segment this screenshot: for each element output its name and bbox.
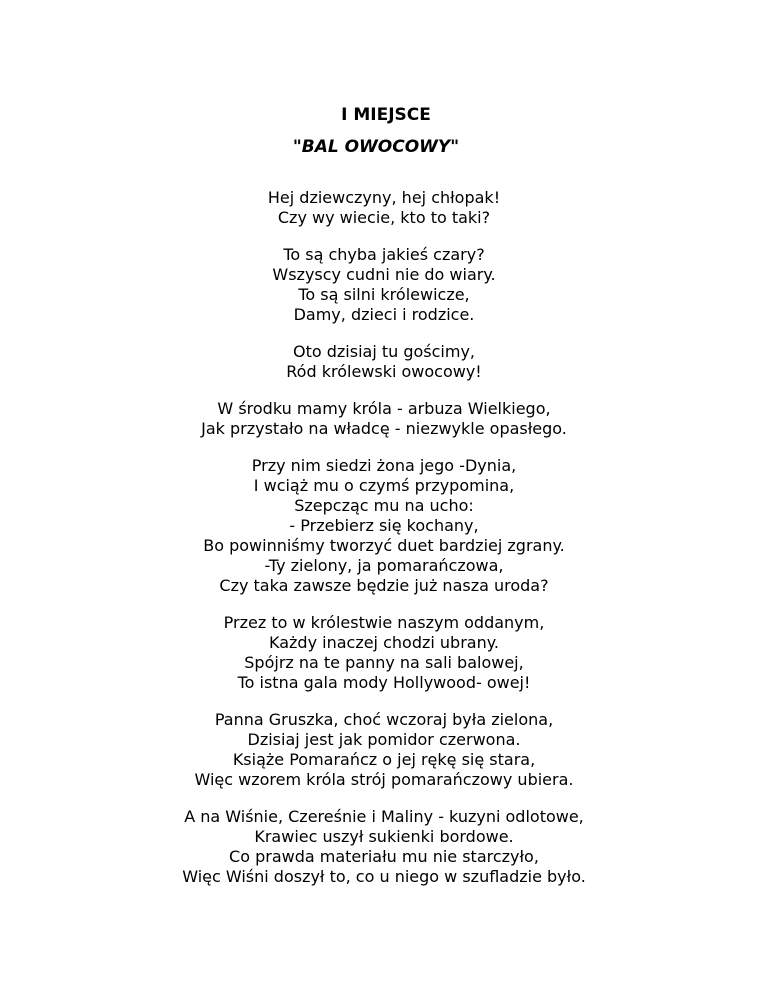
- poem-line: Czy taka zawsze będzie już nasza uroda?: [219, 576, 549, 595]
- poem-line: Panna Gruszka, choć wczoraj była zielona,: [214, 710, 554, 729]
- poem-line: Spójrz na te panny na sali balowej,: [244, 653, 524, 672]
- page-title: I MIEJSCE: [341, 105, 431, 125]
- poem-line: Czy wy wiecie, kto to taki?: [277, 208, 491, 227]
- poem-line: Ród królewski owocowy!: [286, 362, 482, 381]
- poem-line: Hej dziewczyny, hej chłopak!: [267, 188, 501, 207]
- poem-stanza: [0, 710, 768, 790]
- poem-line: A na Wiśnie, Czereśnie i Maliny - kuzyni odlotowe,: [184, 807, 584, 826]
- poem-line: - Przebierz się kochany,: [289, 516, 479, 535]
- poem-line: Krawiec uszył sukienki bordowe.: [254, 827, 514, 846]
- poem-line: To są silni królewicze,: [298, 285, 470, 304]
- poem-line: Jak przystało na władcę - niezwykle opasłego.: [201, 419, 567, 438]
- poem-line: Co prawda materiału mu nie starczyło,: [229, 847, 539, 866]
- poem-title: "BAL OWOCOWY": [292, 137, 460, 157]
- poem-line: Książe Pomarańcz o jej rękę się stara,: [232, 750, 536, 769]
- poem-line: Wszyscy cudni nie do wiary.: [272, 265, 496, 284]
- poem-line: I wciąż mu o czymś przypomina,: [253, 476, 515, 495]
- poem-line: Oto dzisiaj tu gościmy,: [292, 342, 476, 361]
- poem-stanza: [0, 807, 768, 887]
- poem-stanza: [0, 456, 768, 596]
- poem-stanza: [0, 342, 768, 382]
- poem-body: [0, 188, 768, 904]
- poem-line: Szepcząc mu na ucho:: [294, 496, 474, 515]
- poem-line: Więc Wiśni doszył to, co u niego w szufladzie było.: [182, 867, 586, 886]
- poem-line: Więc wzorem króla strój pomarańczowy ubiera.: [194, 770, 574, 789]
- poem-line: Dzisiaj jest jak pomidor czerwona.: [247, 730, 521, 749]
- poem-stanza: [0, 399, 768, 439]
- poem-line: Przez to w królestwie naszym oddanym,: [223, 613, 545, 632]
- poem-stanza: [0, 613, 768, 693]
- poem-line: To istna gala mody Hollywood- owej!: [237, 673, 531, 692]
- poem-stanza: [0, 245, 768, 325]
- poem-line: Każdy inaczej chodzi ubrany.: [269, 633, 499, 652]
- poem-line: To są chyba jakieś czary?: [283, 245, 485, 264]
- poem-line: Przy nim siedzi żona jego -Dynia,: [251, 456, 517, 475]
- poem-line: Bo powinniśmy tworzyć duet bardziej zgrany.: [203, 536, 565, 555]
- poem-line: W środku mamy króla - arbuza Wielkiego,: [217, 399, 551, 418]
- poem-line: -Ty zielony, ja pomarańczowa,: [264, 556, 504, 575]
- poem-line: Damy, dzieci i rodzice.: [293, 305, 475, 324]
- poem-stanza: [0, 188, 768, 228]
